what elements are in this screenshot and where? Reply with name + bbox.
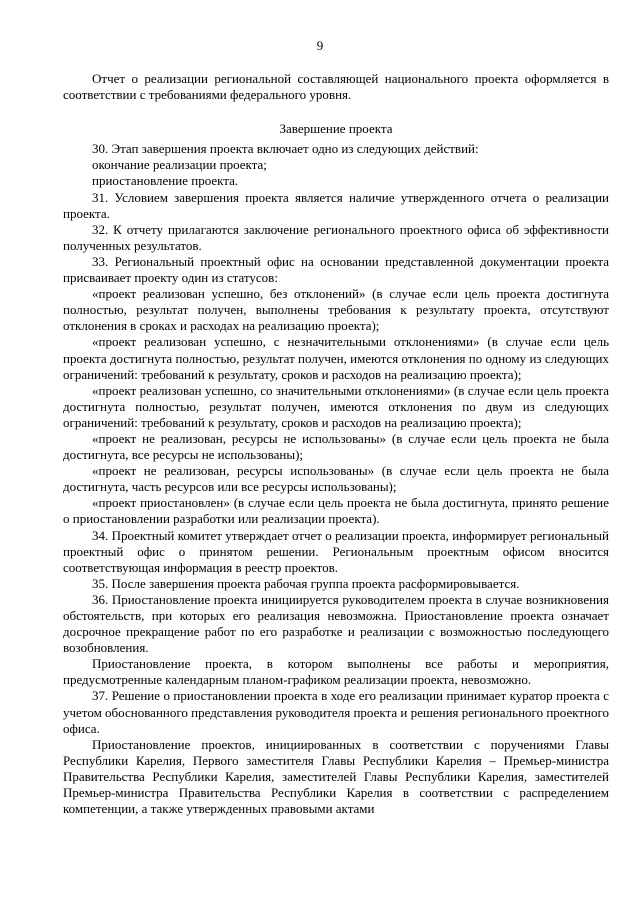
status-item: «проект реализован успешно, с незначительными отклонениями» (в случае если цель проекта достигнута полностью, результат получен, имеются отклонения по одному из следующих ограничений: требований к результату, сроков и расходов на реализацию проекта); bbox=[63, 334, 609, 382]
document-body bbox=[63, 71, 609, 817]
status-item: «проект реализован успешно, без отклонений» (в случае если цель проекта достигнута полностью, результат получен, выполнены требования к результату проекта, отсутствуют отклонения в сроках и расходах на реализацию проекта); bbox=[63, 286, 609, 334]
paragraph-37-continuation: Приостановление проектов, инициированных в соответствии с поручениями Главы Республики Карелия, Первого заместителя Главы Республики Карелия – Премьер-министра Правительства Республики Карелия, заместителей Главы Республики Карелия, заместителей Премьер-министра Правительства Республики Карелия в соответствии с распределением компетенции, а также утвержденных правовыми актами bbox=[63, 736, 609, 817]
paragraph-30-option-1: окончание реализации проекта; bbox=[92, 157, 267, 173]
paragraph-30: 30. Этап завершения проекта включает одно из следующих действий: bbox=[92, 141, 479, 157]
paragraph-36: 36. Приостановление проекта инициируется руководителем проекта в случае возникновения обстоятельств, при которых его реализация невозможна. Приостановление проекта означает досрочное прекращение работ по его разработке и реализации с возможностью последующего возобновления. bbox=[63, 591, 609, 656]
status-item: «проект не реализован, ресурсы использованы» (в случае если цель проекта не была достигнута, часть ресурсов или все ресурсы использованы); bbox=[63, 463, 609, 495]
paragraph-37: 37. Решение о приостановлении проекта в ходе его реализации принимает куратор проекта с учетом обоснованного представления руководителя проекта и решения регионального проектного офиса. bbox=[63, 688, 609, 736]
paragraph-30-option-2: приостановление проекта. bbox=[92, 173, 239, 189]
section-heading: Завершение проекта bbox=[279, 121, 393, 137]
page-number: 9 bbox=[316, 38, 324, 53]
status-item: «проект приостановлен» (в случае если цель проекта не была достигнута, принято решение о приостановлении разработки или реализации проекта). bbox=[63, 495, 609, 527]
status-item: «проект реализован успешно, со значительными отклонениями» (в случае если цель проекта достигнута полностью, результат получен, имеются отклонения по двум из следующих ограничений: требований к результату, сроков и расходов на реализацию проекта); bbox=[63, 382, 609, 430]
intro-paragraph: Отчет о реализации региональной составляющей национального проекта оформляется в соответствии с требованиями федерального уровня. bbox=[63, 71, 609, 103]
status-item: «проект не реализован, ресурсы не использованы» (в случае если цель проекта не была достигнута, все ресурсы не использованы); bbox=[63, 430, 609, 463]
paragraph-33: 33. Региональный проектный офис на основании представленной документации проекта присваивает проекту один из статусов: bbox=[63, 253, 609, 286]
paragraph-34: 34. Проектный комитет утверждает отчет о реализации проекта, информирует региональный проектный офис о принятом решении. Региональным проектным офисом вносится соответствующая информация в реестр проектов. bbox=[63, 527, 609, 575]
paragraph-31: 31. Условием завершения проекта является наличие утвержденного отчета о реализации проекта. bbox=[63, 189, 609, 221]
paragraph-36-note: Приостановление проекта, в котором выполнены все работы и мероприятия, предусмотренные календарным планом-графиком реализации проекта, невозможно. bbox=[63, 656, 609, 688]
paragraph-35: 35. После завершения проекта рабочая группа проекта расформировывается. bbox=[92, 575, 520, 591]
paragraph-32: 32. К отчету прилагаются заключение регионального проектного офиса об эффективности полученных результатов. bbox=[63, 221, 609, 253]
